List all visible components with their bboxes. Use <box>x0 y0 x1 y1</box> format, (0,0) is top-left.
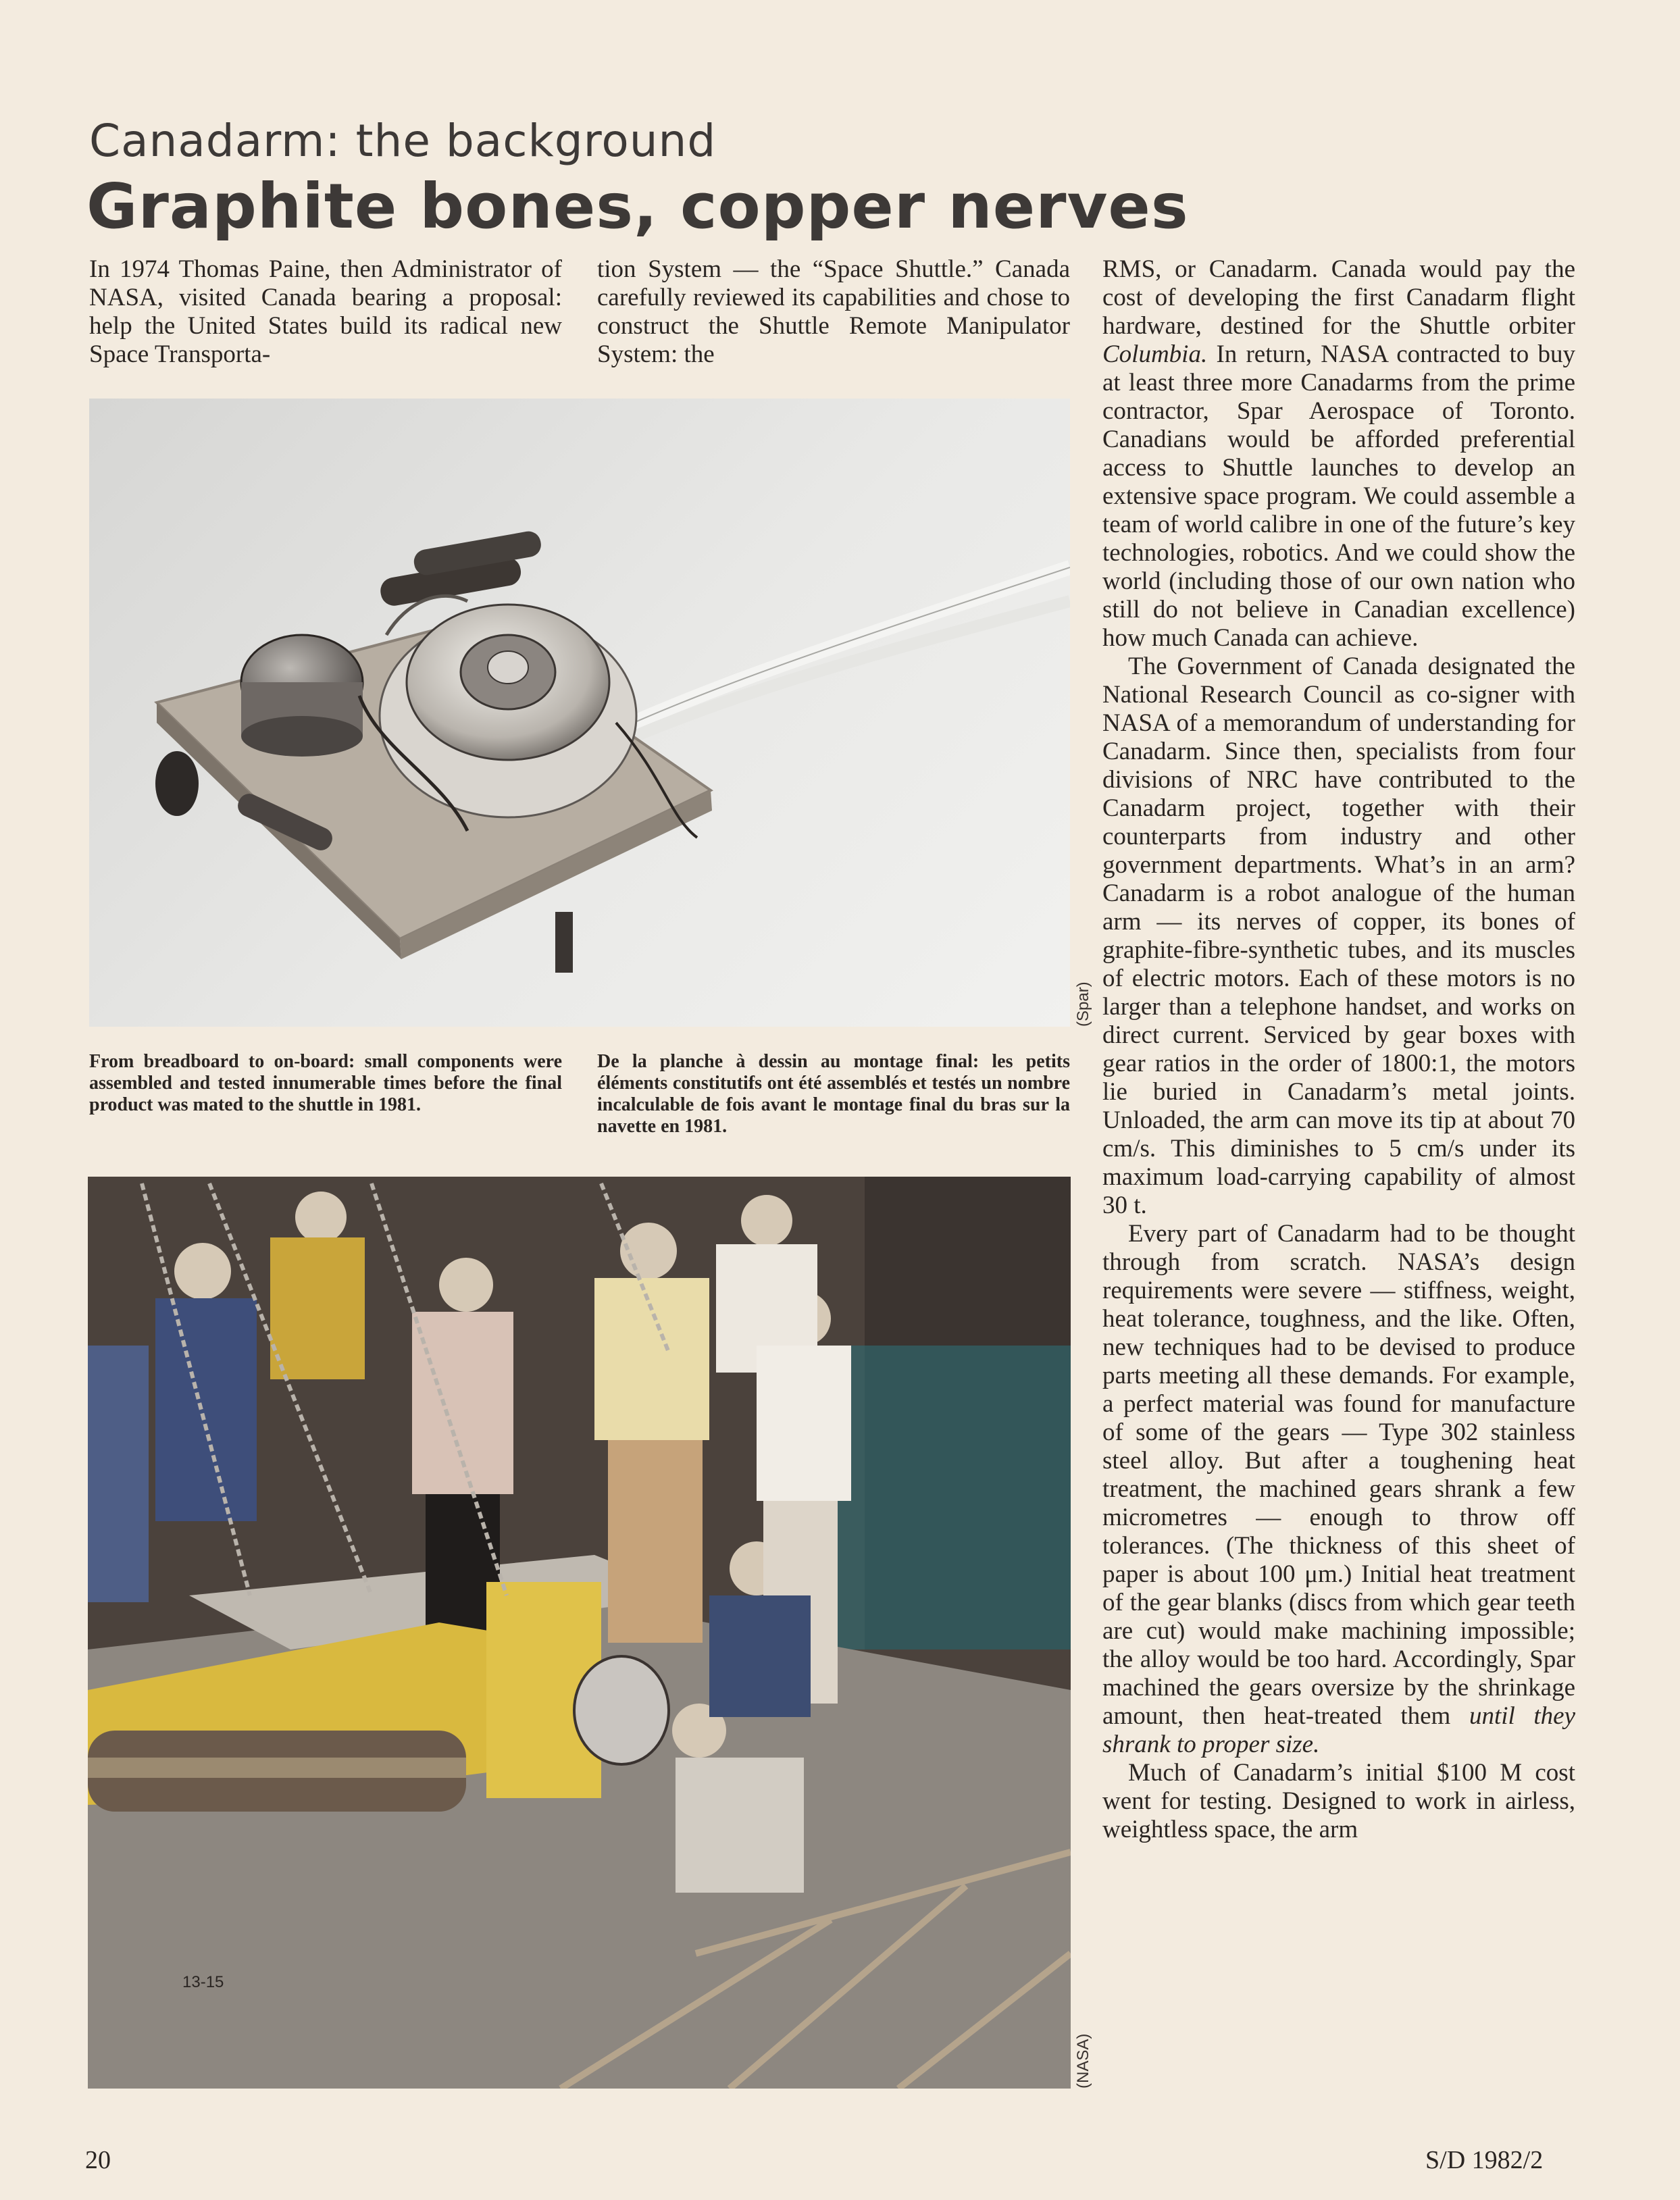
bottom-photo-tag: 13-15 <box>182 1973 224 1991</box>
issue-label: S/D 1982/2 <box>1425 2146 1544 2174</box>
bottom-photo-credit: (NASA) <box>1074 2033 1092 2089</box>
orbiter-name: Columbia. <box>1102 340 1208 368</box>
kicker: Canadarm: the background <box>89 115 717 167</box>
body-paragraph-1 <box>1102 255 1575 653</box>
body-paragraph-1-text-a: RMS, or Canadarm. Canada would pay the cost of developing the first Canadarm flight hardware, destined for the Shuttle orbiter <box>1102 255 1575 340</box>
intro-paragraph-left: In 1974 Thomas Paine, then Administrator of NASA, visited Canada bearing a proposal: help the United States build its radical new Space Transporta- <box>89 255 562 368</box>
body-paragraph-2: The Government of Canada designated the National Research Council as co-signer with NASA of a memorandum of understanding for Canadarm. Since then, specialists from four divisions of NRC have contributed to the Canadarm project, together with their counterparts from industry and other government departments. What’s in an arm? Canadarm is a robot analogue of the human arm — its nerves of copper, its bones of graphite-fibre-synthetic tubes, and its muscles of electric motors. Each of these motors is no larger than a telephone handset, and works on direct current. Serviced by gear boxes with gear ratios in the order of 1800:1, the motors lie buried in Canadarm’s metal joints. Unloaded, the arm can move its tip at about 70 cm/s. This diminishes to 5 cm/s under its maximum load-carrying capability of almost 30 t. <box>1102 653 1575 1219</box>
caption-french: De la planche à dessin au montage final: les petits éléments constitutifs ont été assemblés et testés un nombre incalculable de fois avant le montage final du bras sur la navette en 1981. <box>597 1051 1070 1137</box>
intro-column-left <box>89 255 562 369</box>
intro-column-middle <box>597 255 1070 369</box>
assembly-illustration <box>88 1177 1071 2089</box>
body-paragraph-3 <box>1102 1220 1575 1759</box>
headline: Graphite bones, copper nerves <box>86 170 1189 242</box>
body-paragraph-3-text: Every part of Canadarm had to be thought through from scratch. NASA’s design requirements were severe — stiffness, weight, heat tolerance, toughness, and the like. Often, new techniques had to be devised to produce parts meeting all these demands. For example, a perfect material was found for manufacture of some of the gears — Type 302 stainless steel alloy. But after a toughening heat treatment, the machined gears shrank a few micrometres — enough to throw off tolerances. (The thickness of this sheet of paper is about 100 μm.) Initial heat treatment of the gear blanks (discs from which gear teeth are cut) would make machining impossible; the alloy would be too hard. Accordingly, Spar machined the gears oversize by the shrinkage amount, then heat-treated them <box>1102 1220 1575 1730</box>
body-paragraph-3-emphasis: until they shrank to proper size. <box>1102 1702 1576 1758</box>
body-paragraph-1-text-b: In return, NASA contracted to buy at least three more Canadarms from the prime contractor, Spar Aerospace of Toronto. Canadians would be afforded preferential access to Shuttle launches to develop an extensive space program. We could assemble a team of world calibre in one of the future’s key technologies, robotics. And we could show the world (including those of our own nation who still do not believe in Canadian excellence) how much Canada can achieve. <box>1102 340 1575 652</box>
assembly-photo <box>88 1177 1071 2089</box>
caption-english: From breadboard to on-board: small components were assembled and tested innumerable times before the final product was mated to the shuttle in 1981. <box>89 1051 562 1115</box>
body-paragraph-4: Much of Canadarm’s initial $100 M cost went for testing. Designed to work in airless, weightless space, the arm <box>1102 1759 1575 1843</box>
top-photo-credit: (Spar) <box>1074 981 1092 1027</box>
breadboard-photo <box>89 399 1070 1027</box>
breadboard-illustration <box>89 399 1070 1027</box>
body-column-right <box>1102 255 1575 1844</box>
intro-paragraph-middle: tion System — the “Space Shuttle.” Canada carefully reviewed its capabilities and chose to construct the Shuttle Remote Manipulator System: the <box>597 255 1070 368</box>
page-number: 20 <box>85 2146 111 2174</box>
